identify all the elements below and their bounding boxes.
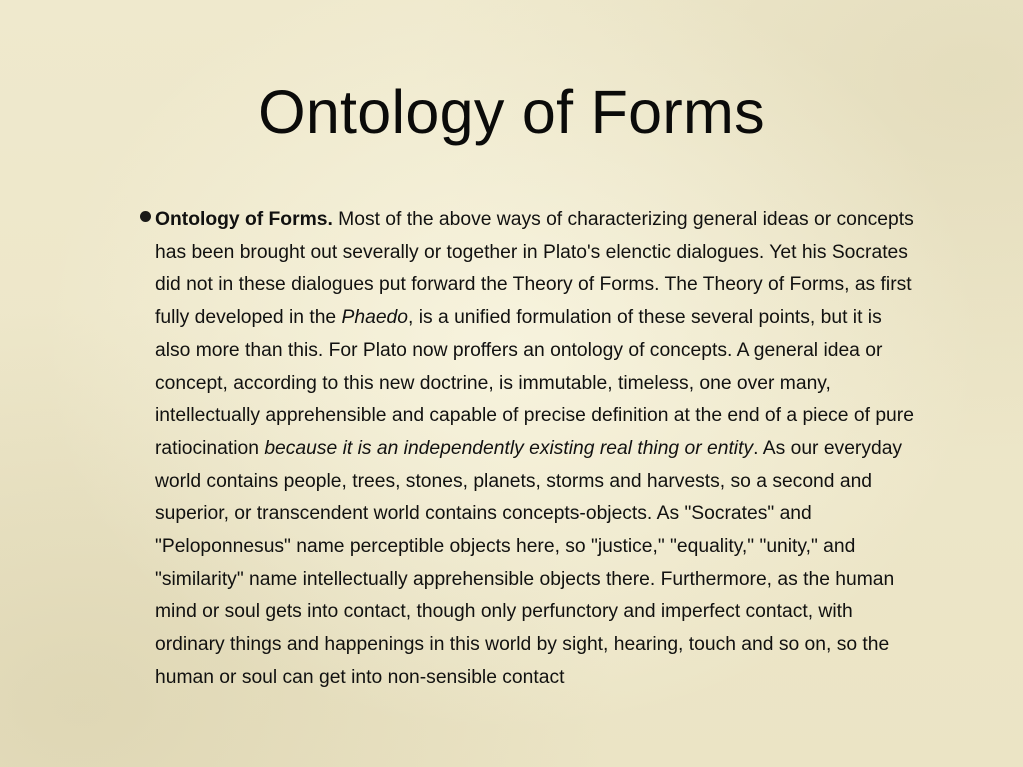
bullet-item [140, 204, 920, 695]
bullet-text-1: Most of the above ways of characterizing general ideas or concepts has been brought out severally or together in Plato's elenctic dialogues. Yet his Socrates did not in these dialogues put forward the Theory of Forms. The Theory of Forms, as first fully developed in the [155, 209, 914, 329]
bullet-point-icon [140, 211, 151, 222]
slide-title: Ontology of Forms [258, 78, 765, 146]
bullet-italic-2: because it is an independently existing real thing or entity [264, 437, 754, 459]
bullet-list [140, 204, 920, 695]
bullet-text-2: , is a unified formulation of these several points, but it is also more than this. For Plato now proffers an ontology of concepts. A general idea or concept, according to this new doctrine, is immutable, timeless, one over many, intellectually apprehensible and capable of precise definition at the end of a piece of pure ratiocination [155, 307, 914, 459]
bullet-text-3: . As our everyday world contains people, trees, stones, planets, storms and harvests, so a second and superior, or transcendent world contains concepts-objects. As "Socrates" and "Peloponnesus" name perceptible objects here, so "justice," "equality," "unity," and "similarity" name intellectually apprehensible objects there. Furthermore, as the human mind or soul gets into contact, though only perfunctory and imperfect contact, with ordinary things and happenings in this world by sight, hearing, touch and so on, so the human or soul can get into non-sensible contact [155, 437, 903, 688]
bullet-italic-1: Phaedo [341, 307, 408, 329]
bullet-lead: Ontology of Forms. [155, 209, 333, 230]
slide-content [140, 204, 920, 695]
